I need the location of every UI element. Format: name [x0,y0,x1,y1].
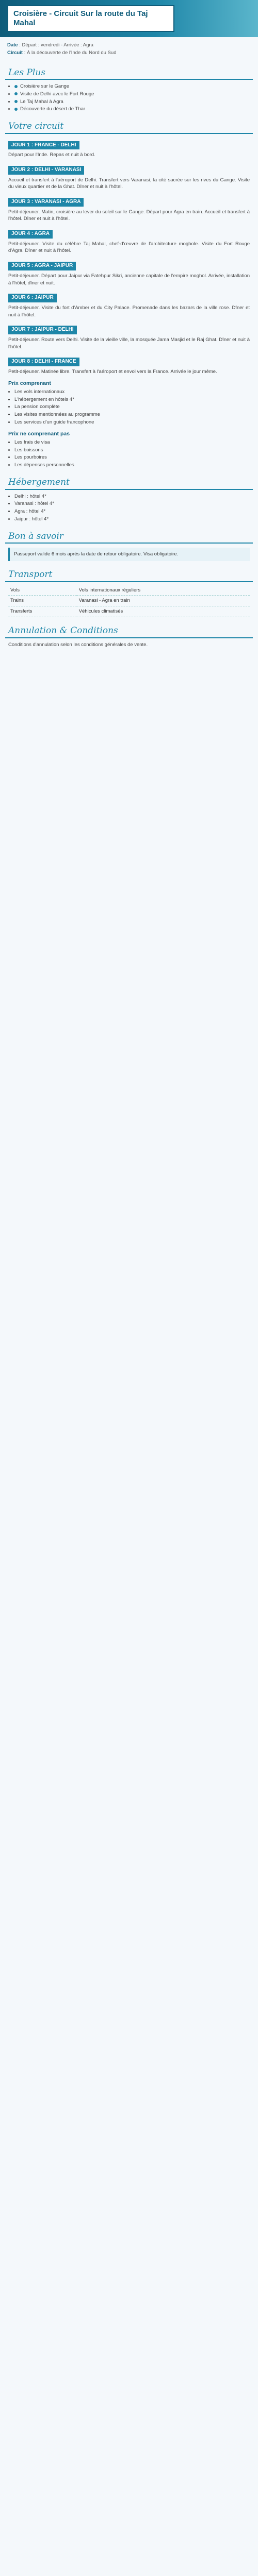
included-list [14,388,250,426]
bullet-icon [14,85,18,88]
day-description: Petit-déjeuner. Matinée libre. Transfert à l'aéroport et envol vers la France. Arrivée le jour même. [8,368,217,375]
list-item: • La pension complète [14,403,250,411]
plus-list [14,83,250,113]
day-description: Petit-déjeuner. Visite du fort d'Amber et du City Palace. Promenade dans les bazars de la ville rose. Dîner et nuit à l'hôtel. [8,304,250,318]
transport-table [8,585,250,617]
day-heading: JOUR 2 : DELHI - VARANASI [8,166,84,175]
table-cell: Varanasi - Agra en train [77,596,250,606]
table-cell: Véhicules climatisés [77,606,250,617]
list-item: • Jaipur : hôtel 4* [14,516,250,523]
list-item: • Les boissons [14,447,250,454]
table-row [8,585,250,596]
bullet-icon [14,100,18,103]
trip-meta [0,37,258,59]
list-item: • Découverte du désert de Thar [14,106,250,113]
cancellation-text: Conditions d'annulation selon les conditions générales de vente. [8,641,148,648]
page-header [0,0,258,37]
day-description: Petit-déjeuner. Route vers Delhi. Visite de la vieille ville, la mosquée Jama Masjid et le Raj Ghat. Dîner et nuit à l'hôtel. [8,336,250,350]
day-description: Accueil et transfert à l'aéroport de Delhi. Transfert vers Varanasi, la cité sacrée sur les rives du Gange. Visite du vieux quartier et de la Ghat. Dîner et nuit à l'hôtel. [8,177,250,190]
list-item: • Les vols internationaux [14,388,250,396]
meta-row: Circuit : À la découverte de l'Inde du Nord du Sud [7,49,117,56]
section-les-plus: Les Plus [5,66,253,80]
section-cancellation: Annulation & Conditions [5,624,253,638]
included-heading: Prix comprenant [8,380,51,386]
day-heading: JOUR 3 : VARANASI - AGRA [8,198,84,207]
table-row [8,596,250,606]
table-cell: Transferts [8,606,77,617]
section-transport: Transport [5,568,253,582]
list-item: • Croisière sur le Gange [14,83,250,90]
list-item: • Les pourboires [14,454,250,461]
list-item: • Les dépenses personnelles [14,462,250,469]
list-item: • Les frais de visa [14,439,250,446]
info-note: Passeport valide 6 mois après la date de retour obligatoire. Visa obligatoire. [8,548,250,561]
meta-value: Départ : vendredi - Arrivée : Agra [22,42,93,48]
meta-row: Date : Départ : vendredi - Arrivée : Agra [7,42,93,48]
list-item: • Les visites mentionnées au programme [14,411,250,418]
list-item: • L'hébergement en hôtels 4* [14,396,250,403]
hotel-list [14,493,250,523]
list-item: • Le Taj Mahal à Agra [14,98,250,106]
day-heading: JOUR 7 : JAIPUR - DELHI [8,326,77,334]
list-item: • Les services d'un guide francophone [14,419,250,426]
table-cell: Trains [8,596,77,606]
day-heading: JOUR 5 : AGRA - JAIPUR [8,262,76,270]
day-description: Petit-déjeuner. Départ pour Jaipur via Fatehpur Sikri, ancienne capitale de l'empire moghol. Arrivée, installation à l'hôtel, dîner et nuit. [8,273,250,286]
list-item: • Varanasi : hôtel 4* [14,500,250,507]
meta-label: Circuit [7,49,23,56]
day-description: Départ pour l'Inde. Repas et nuit à bord. [8,152,95,158]
meta-value: À la découverte de l'Inde du Nord du Sud [27,49,117,56]
section-hebergement: Hébergement [5,476,253,490]
day-heading: JOUR 4 : AGRA [8,230,53,239]
page-title: Croisière - Circuit Sur la route du Taj Mahal [7,5,174,32]
bullet-icon [14,108,18,111]
list-item: • Agra : hôtel 4* [14,508,250,515]
excluded-heading: Prix ne comprenant pas [8,430,70,437]
meta-label: Date [7,42,18,48]
bullet-icon [14,92,18,95]
list-item: • Delhi : hôtel 4* [14,493,250,500]
table-cell: Vols [8,585,77,596]
list-item: • Visite de Delhi avec le Fort Rouge [14,91,250,98]
day-heading: JOUR 1 : FRANCE - DELHI [8,141,79,150]
day-heading: JOUR 6 : JAIPUR [8,294,57,302]
excluded-list [14,439,250,469]
day-heading: JOUR 8 : DELHI - FRANCE [8,358,79,366]
table-row [8,606,250,617]
table-cell: Vols internationaux réguliers [77,585,250,596]
section-itinerary: Votre circuit [5,120,253,134]
day-description: Petit-déjeuner. Matin, croisière au lever du soleil sur le Gange. Départ pour Agra en train. Accueil et transfert à l'hôtel. Dîner et nuit à l'hôtel. [8,209,250,222]
day-description: Petit-déjeuner. Visite du célèbre Taj Mahal, chef-d'œuvre de l'architecture moghole. Visite du Fort Rouge d'Agra. Dîner et nuit à l'hôtel. [8,241,250,254]
section-info: Bon à savoir [5,530,253,544]
